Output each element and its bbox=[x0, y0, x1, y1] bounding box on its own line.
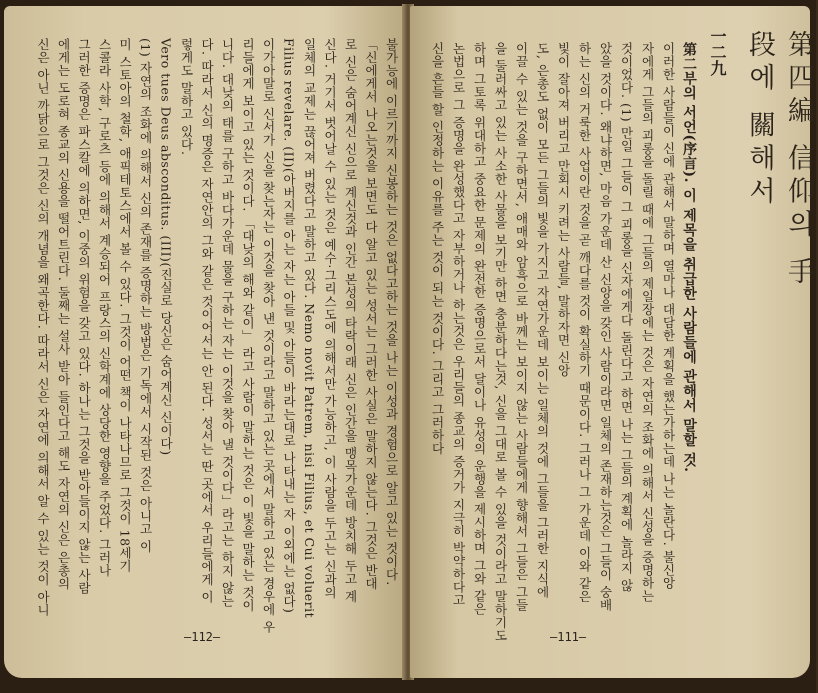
text-column: Vero tues Deus absconditus. (III)(진실로 당신은 숨어계신 신이다) bbox=[158, 38, 174, 456]
text-column: 논법으로 그 증명을 완성했다고 자부하거나 하는것은 우리들의 종교의 증거가 지극히 박약하다고 bbox=[451, 42, 466, 607]
left-page bbox=[4, 6, 406, 678]
text-column: 신은 아닌 까닭으로 그것은 신의 개념을 왜곡한다. 따라서 신은 자연에 의해서 알 수 있는 것이 아니 bbox=[35, 38, 51, 617]
text-column: 이러한 사람들이 신에 관해서 말하며 열마나 대담한 계획을 했는가하는데 나는 놀란다. 불신앙 bbox=[661, 42, 676, 590]
text-column: 신다. 거기서 벗어날 수 있는 것은 예수·그리스도에 의해서만 가능하고, 이 사람을 두고는 신과의 bbox=[322, 38, 338, 600]
text-column: 「신에게서 나오는것을 보면도 다 알고 있는 성서는 그러한 사실은 말하지 않는다. 그것은 반대 bbox=[363, 38, 379, 591]
chapter-title: 第四編 信仰의 手段에 關해서 bbox=[744, 30, 814, 291]
text-column: 다. 따라서 신의 명증은 자연안의 그와 같은 것이어서는 안 된다. 성서는 딴 곳에서 우리들에게 이 bbox=[199, 38, 215, 604]
text-column: 자에게 그들의 괴롱을 돌릴 때에 그들의 제일장에는 것은 자연의 조화에 의해서 신성을 증명하는 bbox=[640, 42, 655, 603]
text-column: 렇게도 말하고 있다. bbox=[179, 38, 194, 156]
section-number: 一二九 bbox=[708, 28, 727, 76]
page-number-right: —111— bbox=[550, 630, 587, 644]
text-column: 빛이 잘아져 버리고 만회시 키려는 사람들, 말하자면 신앙 bbox=[556, 42, 571, 377]
text-column: 미 스토아의 철학, 애픽테토스에서 볼 수 있다. 그것이 어떤 책이 나타나므로 그것이 18세기 bbox=[117, 38, 133, 573]
text-column: (1) 자연의 조화에 의해서 신의 존재를 증명하는 방법은 기독에서 시작된 것은 아니고 이 bbox=[138, 38, 153, 553]
text-column: 그러한 증명은 파스칼에 의하면, 이중의 위험을 갖고 있다. 하나는 그것을 받아들이지 않는 사람 bbox=[76, 38, 92, 595]
text-column: 도, 은총도 없이 모든 그들의 빛을 가지고 자연가운데 보이는 일체의 것에 그들을 그러한 지식에 bbox=[535, 42, 550, 599]
right-page bbox=[410, 6, 814, 678]
text-column: 것이었다. (1) 만일 그들이 그 괴롱을 신자에게다 돌린다고 하면 나는 그들의 계획에 놀라지 않 bbox=[619, 42, 634, 592]
page-number-left: —112— bbox=[184, 630, 221, 644]
text-column: Filius revelare. (II)(아버지를 아는 자는 아들 및 아들이 바라는대로 나타내는 자 이외에는 없다) bbox=[281, 38, 297, 614]
text-column: 신을 흔들 할 인정하는 이유를 주는 것이 되는 것이다. 그리고 그러하다 bbox=[430, 42, 445, 456]
text-column: 니다. 대낮의 태를 구하고 바다가운데 물을 구하는 자는 이것을 찾아 낼 것이다」라고는 하지 않는 bbox=[220, 38, 235, 608]
text-column: 일체의 교제는 끊어져 버렸다고 말하고 있다. Nemo novit Patrem, nisi Filius, et Cui voluerit bbox=[302, 38, 317, 619]
text-column: 이가아말로 신서가 신을 찾는자는 이것을 찾아 낸 것이라고 말하고 있는 곳에서 말하고 있는 경우에 우 bbox=[261, 38, 276, 634]
text-column: 을 둘러싸고 있는 사소한 사물을 보기만 하면 충분하다는것, 신을 그대로 볼 수 있을 것이라고 말하기도 bbox=[493, 42, 508, 643]
text-column: 하며 그토록 위대하고 중요한 문제의 완전한 증명으로서 달이나 유성의 운행을 제시하며 그와 같은 bbox=[472, 42, 487, 616]
text-column: 이끌 수 있는 것을 구하면서, 애매와 암흑으로 바께는 보이지 않는 사람들에게 향해서 그들은 그들 bbox=[514, 42, 529, 612]
text-column: 에게는 도로혀 종교의 신용을 떨어트린다. 둘째는 설사 받아 들인다고 해도 자연의 신은 은총의 bbox=[56, 38, 71, 591]
text-column: 하는 신의 거룩한 사업이란 것을 곧 깨다를 것이 확실하기 때문이다. 그러나 그 가운데 이와 같은 bbox=[577, 42, 592, 604]
text-column: 았을 것이다. 왜냐하면, 마음 가운데 산 신앙을 갖인 사람이라면 일체의 존재하는것은 그들이 숭배 bbox=[598, 42, 613, 612]
text-column: 스콜라 사학, 구로츠 등에 의해서 계승되어 프랑스의 신학계에 상당한 영향을 주었다. 그러나 bbox=[97, 38, 112, 578]
text-column: 第二부의 서언(序言). 이 제목을 취급한 사람들에 관해서 말할 것. bbox=[681, 42, 697, 473]
text-column: 리들에게 보이고 있는 것이다. 「대낮의 해와 같이」 라고 사람이 말하는 것은 이 빛을 말하는 것이 bbox=[240, 38, 256, 613]
text-column: 로 신은 숨어계신 신으로 계신것과 인간 본성의 타락이래 신은 인간을 맹목가운데 방치해 두고 계 bbox=[343, 38, 358, 604]
text-column: 불가능에 이르기까지 신봉하는 것은 없다고하는 것을 나는 이성과 경험으로 알고 있는 것이다. bbox=[384, 38, 399, 586]
